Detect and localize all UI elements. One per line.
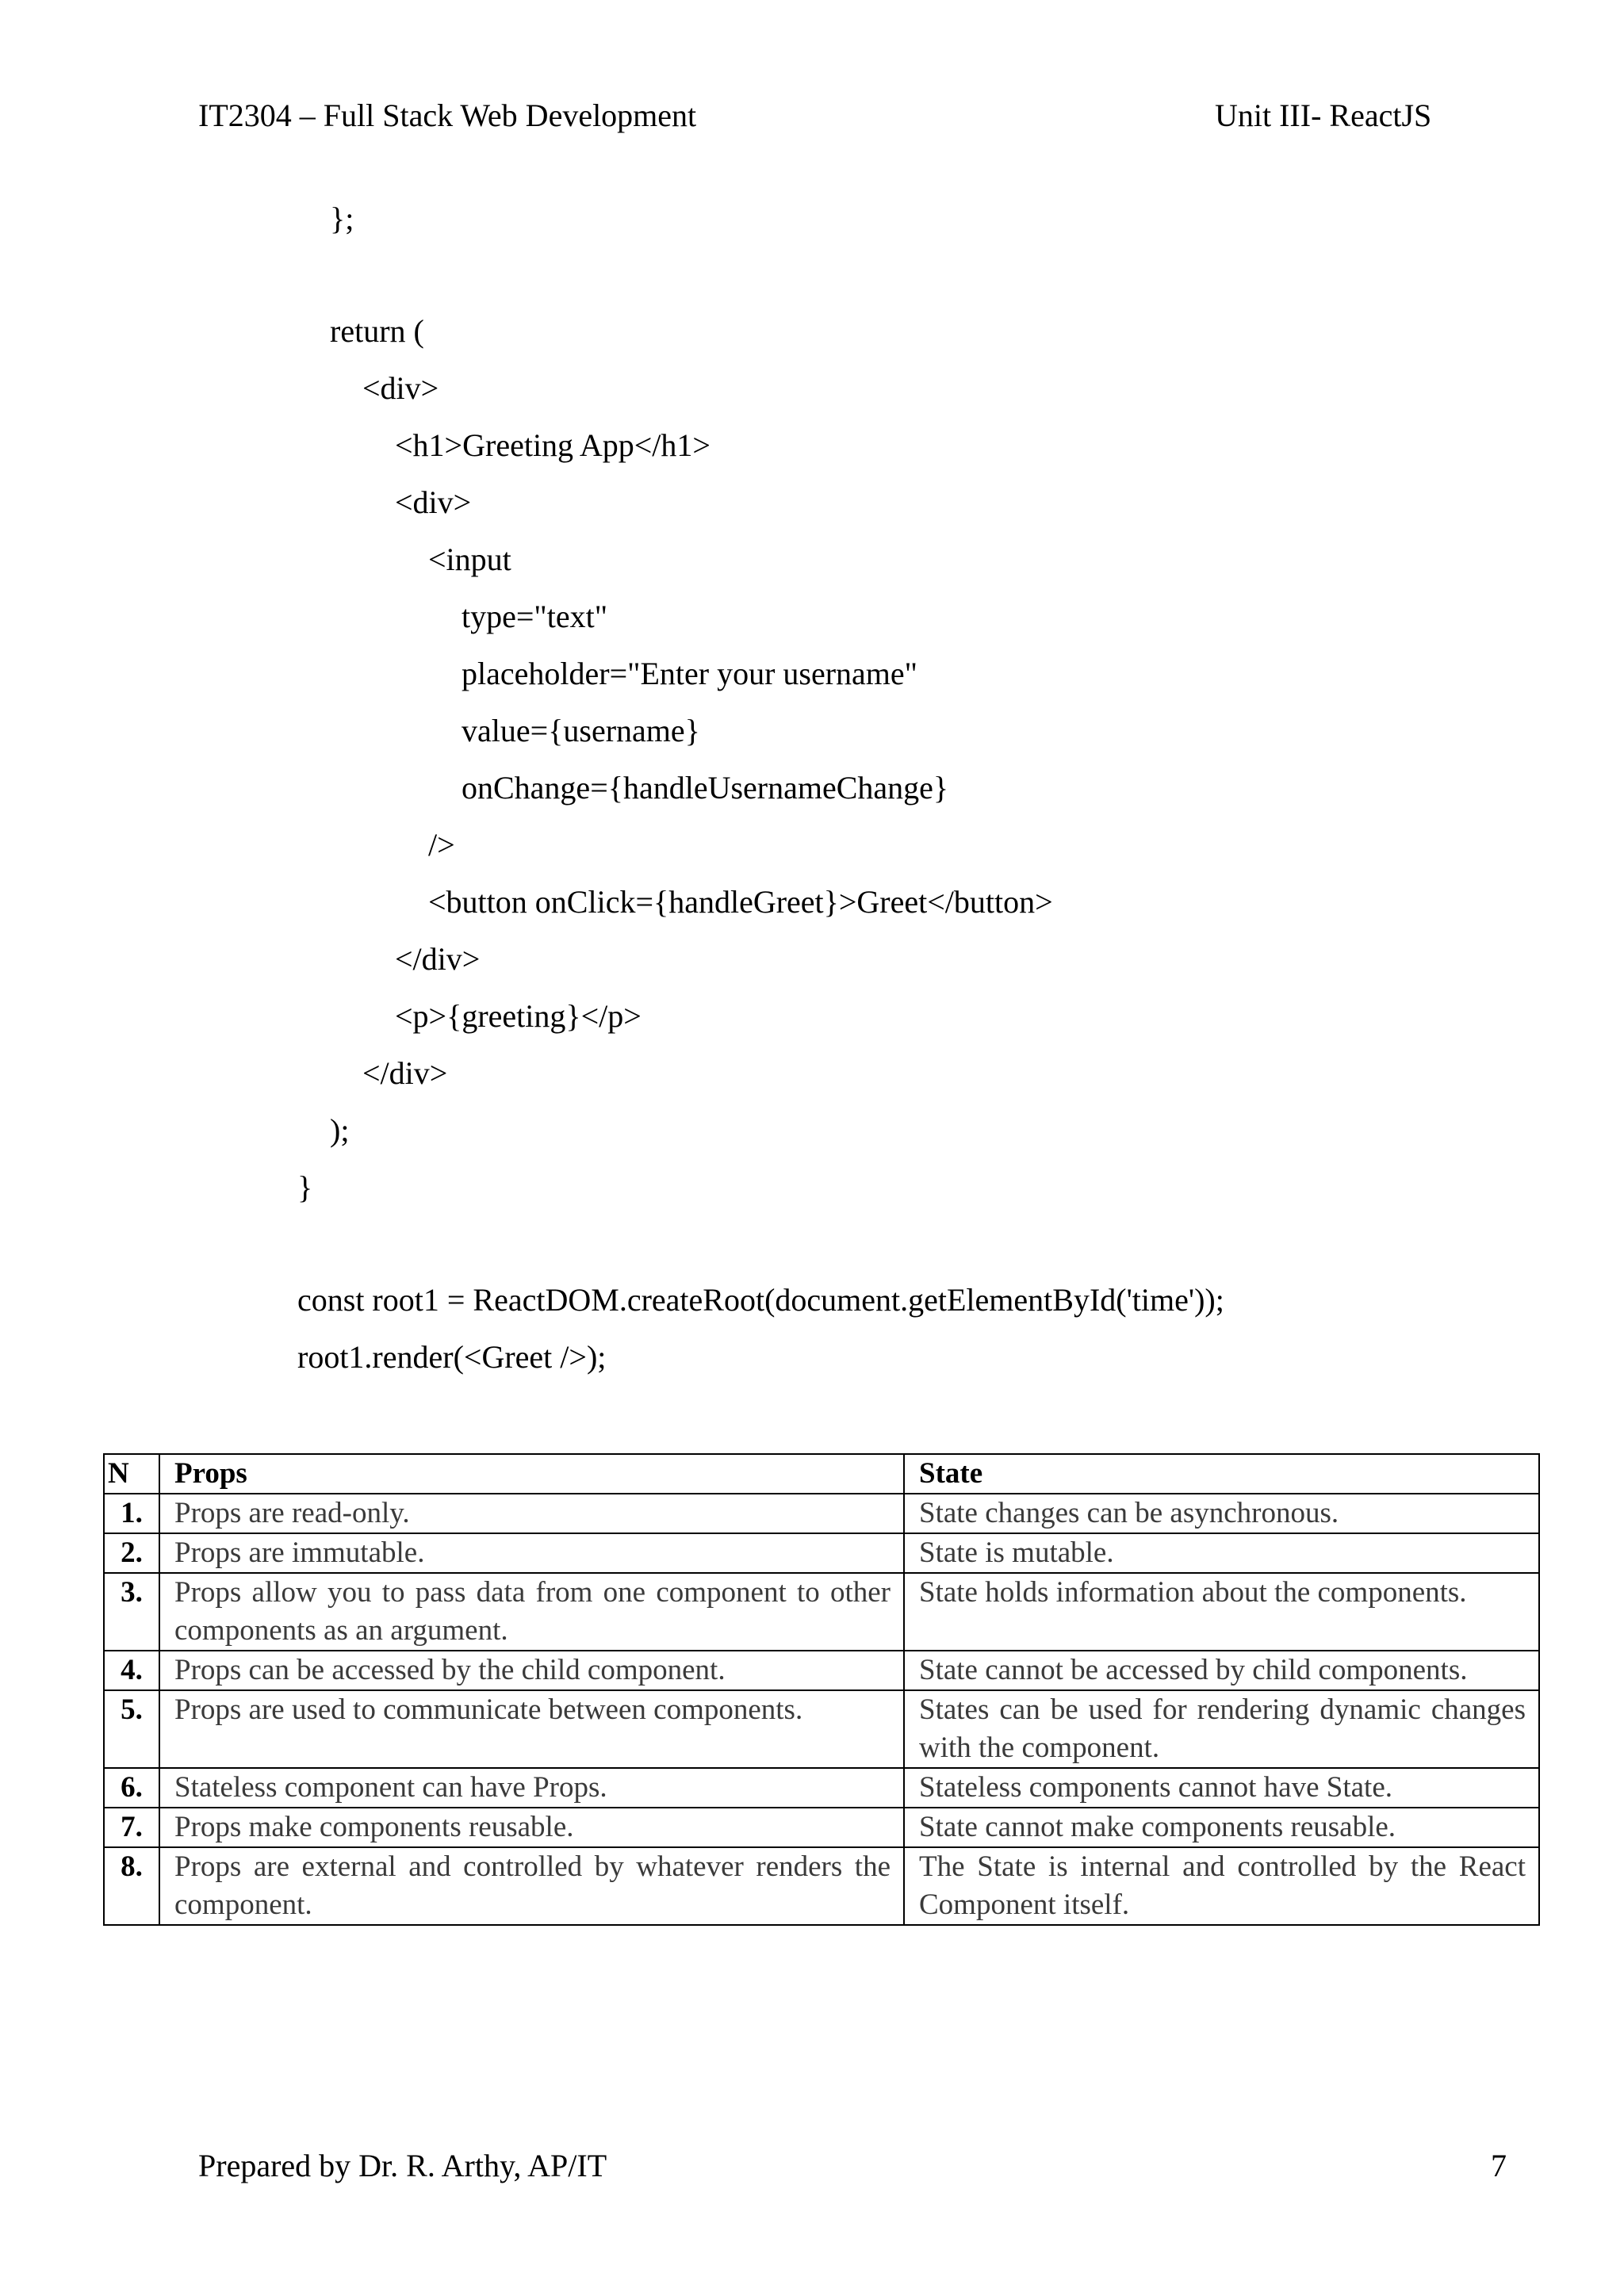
props-vs-state-table (103, 1453, 1540, 1926)
code-line: /> (428, 827, 455, 863)
code-line: ); (330, 1112, 350, 1148)
props-cell: Props are read-only. (159, 1494, 904, 1533)
state-cell: States can be used for rendering dynamic changes with the component. (904, 1690, 1539, 1768)
table-row (104, 1573, 1539, 1651)
code-line: <input (428, 541, 511, 577)
code-line: onChange={handleUsernameChange} (462, 770, 949, 806)
row-number: 4. (104, 1651, 159, 1690)
table-row (104, 1494, 1539, 1533)
row-number: 1. (104, 1494, 159, 1533)
page-number: 7 (1491, 2148, 1507, 2183)
code-line: </div> (395, 941, 481, 977)
table-row (104, 1847, 1539, 1925)
code-line: }; (330, 201, 354, 236)
row-number: 7. (104, 1808, 159, 1847)
code-line: root1.render(<Greet />); (297, 1339, 607, 1375)
code-line: } (297, 1169, 313, 1205)
props-cell: Props can be accessed by the child component. (159, 1651, 904, 1690)
state-cell: State holds information about the components. (904, 1573, 1539, 1651)
code-line: type="text" (462, 599, 608, 634)
footer-author: Prepared by Dr. R. Arthy, AP/IT (198, 2148, 607, 2183)
table-row (104, 1690, 1539, 1768)
code-line: <div> (362, 370, 439, 406)
code-line: <p>{greeting}</p> (395, 998, 642, 1034)
state-cell: State cannot make components reusable. (904, 1808, 1539, 1847)
column-header-number: N (104, 1454, 159, 1494)
props-cell: Props are used to communicate between components. (159, 1690, 904, 1768)
props-cell: Props are external and controlled by whatever renders the component. (159, 1847, 904, 1925)
row-number: 6. (104, 1768, 159, 1808)
table-header-row (104, 1454, 1539, 1494)
row-number: 2. (104, 1533, 159, 1573)
code-line: return ( (330, 313, 424, 349)
row-number: 5. (104, 1690, 159, 1768)
props-cell: Props are immutable. (159, 1533, 904, 1573)
row-number: 3. (104, 1573, 159, 1651)
header-course-title: IT2304 – Full Stack Web Development (198, 98, 697, 133)
table-row (104, 1768, 1539, 1808)
header-unit-title: Unit III- ReactJS (1215, 98, 1432, 133)
props-cell: Props allow you to pass data from one component to other components as an argument. (159, 1573, 904, 1651)
row-number: 8. (104, 1847, 159, 1925)
table-row (104, 1533, 1539, 1573)
code-line: </div> (362, 1055, 448, 1091)
code-line: placeholder="Enter your username" (462, 656, 917, 691)
code-line: value={username} (462, 713, 700, 748)
code-line: const root1 = ReactDOM.createRoot(document.getElementById('time')); (297, 1282, 1224, 1318)
column-header-state: State (904, 1454, 1539, 1494)
props-cell: Props make components reusable. (159, 1808, 904, 1847)
state-cell: State cannot be accessed by child components. (904, 1651, 1539, 1690)
code-line: <button onClick={handleGreet}>Greet</button> (428, 884, 1053, 920)
table-row (104, 1651, 1539, 1690)
code-line: <h1>Greeting App</h1> (395, 427, 710, 463)
table-row (104, 1808, 1539, 1847)
state-cell: State is mutable. (904, 1533, 1539, 1573)
props-cell: Stateless component can have Props. (159, 1768, 904, 1808)
column-header-props: Props (159, 1454, 904, 1494)
state-cell: State changes can be asynchronous. (904, 1494, 1539, 1533)
state-cell: Stateless components cannot have State. (904, 1768, 1539, 1808)
state-cell: The State is internal and controlled by the React Component itself. (904, 1847, 1539, 1925)
code-line: <div> (395, 484, 472, 520)
